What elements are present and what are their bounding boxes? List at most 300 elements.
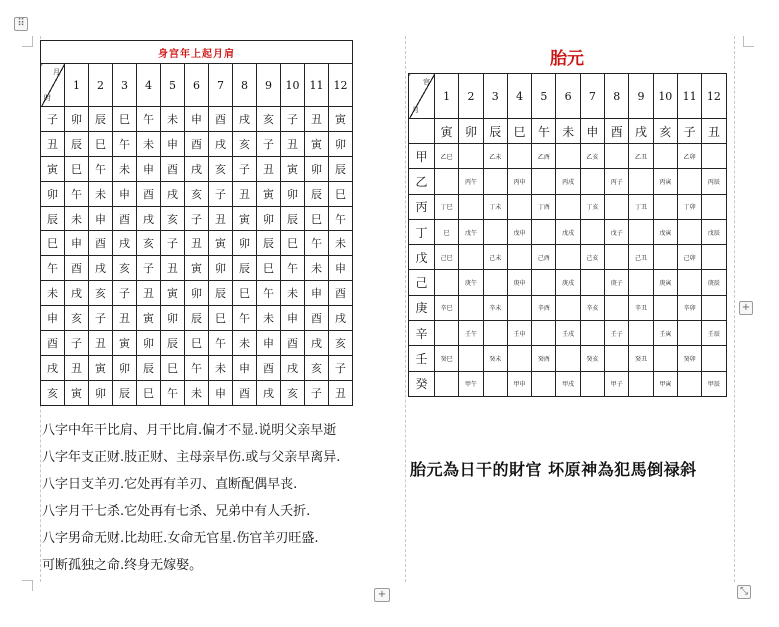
note-line: 八字年支正财.肢正财、主母亲早伤.或与父亲早离异. [42, 450, 341, 465]
table-cell: 申 [233, 355, 257, 380]
table-cell: 丑 [161, 256, 185, 281]
table-cell [483, 219, 507, 244]
table-cell [459, 295, 483, 320]
table-cell [532, 371, 556, 396]
table-cell: 寅 [329, 107, 353, 132]
table-cell: 卯 [329, 131, 353, 156]
table-cell [605, 144, 629, 169]
table-cell [629, 321, 653, 346]
table-cell: 戌 [65, 281, 89, 306]
table-cell: 酉 [161, 156, 185, 181]
table-cell: 辰 [281, 206, 305, 231]
table-cell: 卯 [137, 331, 161, 356]
table-cell: 酉 [209, 107, 233, 132]
hour-label: 寅 [41, 156, 65, 181]
table-row [409, 295, 727, 320]
table-cell: 午 [281, 256, 305, 281]
table-cell: 寅 [281, 156, 305, 181]
stem-label: 癸 [409, 371, 435, 396]
table-cell: 寅 [65, 380, 89, 405]
table-cell [677, 169, 701, 194]
table-cell: 甲辰 [702, 371, 726, 396]
hour-label: 亥 [41, 380, 65, 405]
table-row [41, 231, 353, 256]
table-cell: 未 [209, 355, 233, 380]
table-cell: 乙亥 [580, 144, 604, 169]
table-cell: 巳 [233, 281, 257, 306]
stem-label: 己 [409, 270, 435, 295]
branch-header: 午 [532, 119, 556, 144]
table-cell [677, 321, 701, 346]
table-cell [629, 371, 653, 396]
table-cell: 乙酉 [532, 144, 556, 169]
table-cell [507, 194, 531, 219]
table-row [409, 144, 727, 169]
table-cell: 寅 [137, 306, 161, 331]
table-cell: 辛酉 [532, 295, 556, 320]
corner-label-hour: 时 [44, 94, 51, 102]
table-row [41, 107, 353, 132]
table-cell: 丙子 [605, 169, 629, 194]
table-cell: 辛巳 [435, 295, 459, 320]
table-cell [653, 295, 677, 320]
table-row [409, 169, 727, 194]
table-cell: 壬午 [459, 321, 483, 346]
note-line: 八字日支羊刃.它处再有羊刃、直断配偶早丧. [42, 477, 298, 492]
table-cell: 庚申 [507, 270, 531, 295]
table-cell: 亥 [305, 355, 329, 380]
table-row [409, 371, 727, 396]
left-notes [42, 417, 402, 579]
month-header: 8 [605, 74, 629, 119]
table-cell: 辰 [209, 281, 233, 306]
corner-label-top: 官 [423, 78, 430, 86]
table-row [409, 219, 727, 244]
table-cell: 己亥 [580, 245, 604, 270]
table-cell: 辰 [257, 231, 281, 256]
table-cell [483, 270, 507, 295]
table-cell: 酉 [65, 256, 89, 281]
table-cell: 丑 [89, 331, 113, 356]
table-cell: 酉 [329, 281, 353, 306]
right-table-title: 胎元 [550, 49, 584, 69]
table-cell [483, 169, 507, 194]
table-cell: 酉 [305, 306, 329, 331]
stem-label: 丙 [409, 194, 435, 219]
table-row [409, 194, 727, 219]
hour-label: 丑 [41, 131, 65, 156]
month-header: 5 [161, 64, 185, 107]
month-header: 2 [459, 74, 483, 119]
table-cell: 酉 [89, 231, 113, 256]
table-cell: 申 [161, 131, 185, 156]
corner-label-bottom: 月 [412, 106, 419, 114]
branch-header: 酉 [605, 119, 629, 144]
table-cell: 癸巳 [435, 346, 459, 371]
table-cell: 午 [185, 355, 209, 380]
table-row [41, 206, 353, 231]
table-cell: 寅 [161, 281, 185, 306]
table-cell: 戌 [113, 231, 137, 256]
table-row [41, 281, 353, 306]
month-header: 8 [233, 64, 257, 107]
table-cell: 癸丑 [629, 346, 653, 371]
branch-header [409, 119, 435, 144]
table-cell: 甲申 [507, 371, 531, 396]
table-cell: 甲子 [605, 371, 629, 396]
table-row [41, 156, 353, 181]
table-cell: 丁丑 [629, 194, 653, 219]
hour-label: 午 [41, 256, 65, 281]
table-cell: 酉 [281, 331, 305, 356]
table-cell: 酉 [113, 206, 137, 231]
hour-label: 子 [41, 107, 65, 132]
table-cell: 己未 [483, 245, 507, 270]
add-column-button[interactable]: + [739, 301, 753, 315]
corner-cell [409, 74, 435, 119]
table-cell: 子 [233, 156, 257, 181]
note-line: 可断孤独之命.终身无嫁娶。 [42, 558, 203, 573]
table-cell: 壬寅 [653, 321, 677, 346]
table-cell [677, 219, 701, 244]
table-cell: 庚辰 [702, 270, 726, 295]
table-cell: 子 [209, 181, 233, 206]
table-cell: 申 [209, 380, 233, 405]
left-table-title: 身宫年上起月肩 [41, 41, 353, 64]
month-header: 1 [65, 64, 89, 107]
table-cell: 卯 [89, 380, 113, 405]
table-cell: 子 [65, 331, 89, 356]
table-cell: 戌 [209, 131, 233, 156]
table-cell: 辛未 [483, 295, 507, 320]
table-cell: 丑 [329, 380, 353, 405]
table-cell: 丙申 [507, 169, 531, 194]
stem-label: 甲 [409, 144, 435, 169]
table-cell: 子 [329, 355, 353, 380]
month-header: 3 [113, 64, 137, 107]
table-cell: 寅 [113, 331, 137, 356]
table-cell: 卯 [305, 156, 329, 181]
table-cell: 申 [281, 306, 305, 331]
branch-header: 未 [556, 119, 580, 144]
table-cell: 亥 [233, 131, 257, 156]
table-cell: 子 [137, 256, 161, 281]
table-cell: 亥 [329, 331, 353, 356]
table-cell: 己巳 [435, 245, 459, 270]
table-cell [702, 144, 726, 169]
table-cell: 乙未 [483, 144, 507, 169]
table-cell: 己酉 [532, 245, 556, 270]
note-line: 八字月干七杀.它处再有七杀、兄弟中有人夭折. [42, 504, 311, 519]
table-cell: 申 [257, 331, 281, 356]
table-cell: 子 [281, 107, 305, 132]
table-cell: 未 [113, 156, 137, 181]
branch-header: 辰 [483, 119, 507, 144]
table-cell: 戌 [185, 156, 209, 181]
table-cell [629, 219, 653, 244]
branch-header: 巳 [507, 119, 531, 144]
table-cell: 申 [89, 206, 113, 231]
table-cell: 丙戌 [556, 169, 580, 194]
table-move-handle[interactable]: ⠿ [14, 17, 28, 31]
table-cell: 巳 [161, 355, 185, 380]
table-cell [556, 194, 580, 219]
stem-label: 戊 [409, 245, 435, 270]
table-cell: 辰 [65, 131, 89, 156]
month-header: 11 [677, 74, 701, 119]
table-cell [532, 270, 556, 295]
taiyuan-statement: 胎元為日干的財官 坏原神為犯馬倒禄斜 [410, 460, 697, 479]
table-cell: 巳 [185, 331, 209, 356]
table-cell [483, 321, 507, 346]
table-cell [629, 169, 653, 194]
table-cell: 卯 [281, 181, 305, 206]
table-cell: 庚午 [459, 270, 483, 295]
table-cell: 丑 [305, 107, 329, 132]
table-cell: 丑 [113, 306, 137, 331]
table-row [409, 270, 727, 295]
table-row [41, 131, 353, 156]
table-cell: 癸酉 [532, 346, 556, 371]
table-cell: 子 [161, 231, 185, 256]
hour-label: 戌 [41, 355, 65, 380]
table-cell [605, 194, 629, 219]
table-row [41, 380, 353, 405]
table-cell: 卯 [257, 206, 281, 231]
table-cell: 庚寅 [653, 270, 677, 295]
table-cell: 未 [185, 380, 209, 405]
corner-label-month: 月 [53, 68, 60, 76]
table-cell: 卯 [113, 355, 137, 380]
table-cell: 亥 [65, 306, 89, 331]
table-cell: 丁酉 [532, 194, 556, 219]
table-cell [556, 144, 580, 169]
table-cell: 亥 [209, 156, 233, 181]
stem-label: 辛 [409, 321, 435, 346]
table-cell: 戌 [233, 107, 257, 132]
table-cell: 辰 [185, 306, 209, 331]
table-cell: 戊申 [507, 219, 531, 244]
table-row [409, 346, 727, 371]
table-cell: 未 [89, 181, 113, 206]
table-cell: 巳 [65, 156, 89, 181]
table-cell: 辰 [233, 256, 257, 281]
table-cell: 庚子 [605, 270, 629, 295]
table-cell: 乙巳 [435, 144, 459, 169]
table-cell: 寅 [89, 355, 113, 380]
table-cell [677, 270, 701, 295]
table-cell: 卯 [209, 256, 233, 281]
table-cell [507, 346, 531, 371]
table-cell: 申 [113, 181, 137, 206]
table-cell: 午 [329, 206, 353, 231]
table-cell [580, 270, 604, 295]
hour-label: 卯 [41, 181, 65, 206]
table-cell: 巳 [305, 206, 329, 231]
table-cell: 乙丑 [629, 144, 653, 169]
table-cell: 己卯 [677, 245, 701, 270]
table-cell [605, 295, 629, 320]
table-cell: 寅 [233, 206, 257, 231]
hour-label: 辰 [41, 206, 65, 231]
branch-header: 子 [677, 119, 701, 144]
table-cell [435, 321, 459, 346]
table-cell: 戌 [305, 331, 329, 356]
table-cell: 未 [65, 206, 89, 231]
table-cell: 巳 [137, 380, 161, 405]
table-cell: 子 [113, 281, 137, 306]
table-cell: 子 [305, 380, 329, 405]
table-cell: 戌 [281, 355, 305, 380]
crop-mark [22, 580, 33, 591]
table-cell: 卯 [185, 281, 209, 306]
branch-header: 戌 [629, 119, 653, 144]
table-cell: 丑 [65, 355, 89, 380]
table-cell [580, 371, 604, 396]
table-cell: 未 [137, 131, 161, 156]
table-cell: 甲午 [459, 371, 483, 396]
table-cell [556, 346, 580, 371]
table-cell: 辰 [137, 355, 161, 380]
table-cell: 午 [89, 156, 113, 181]
table-cell: 癸未 [483, 346, 507, 371]
table-cell [435, 270, 459, 295]
table-cell: 亥 [89, 281, 113, 306]
table-row [41, 331, 353, 356]
table-cell [702, 346, 726, 371]
table-cell: 巳 [89, 131, 113, 156]
table-cell: 辰 [329, 156, 353, 181]
table-cell: 申 [137, 156, 161, 181]
table-cell [532, 321, 556, 346]
table-cell: 亥 [113, 256, 137, 281]
table-cell: 戌 [161, 181, 185, 206]
table-cell: 乙卯 [677, 144, 701, 169]
table-cell: 丙辰 [702, 169, 726, 194]
table-row [409, 321, 727, 346]
table-cell: 壬辰 [702, 321, 726, 346]
branch-header: 丑 [702, 119, 726, 144]
hour-label: 未 [41, 281, 65, 306]
table-cell: 子 [185, 206, 209, 231]
table-cell: 亥 [161, 206, 185, 231]
month-header: 7 [209, 64, 233, 107]
table-cell: 戊寅 [653, 219, 677, 244]
table-cell: 未 [329, 231, 353, 256]
taiyuan-table [408, 73, 727, 397]
stem-label: 丁 [409, 219, 435, 244]
table-cell: 丁亥 [580, 194, 604, 219]
table-cell: 戊戌 [556, 219, 580, 244]
table-cell: 子 [257, 131, 281, 156]
table-cell: 丑 [137, 281, 161, 306]
table-cell: 壬申 [507, 321, 531, 346]
table-cell [507, 144, 531, 169]
table-cell: 辛丑 [629, 295, 653, 320]
table-cell [556, 245, 580, 270]
table-cell: 辰 [89, 107, 113, 132]
month-header: 4 [507, 74, 531, 119]
table-cell: 癸卯 [677, 346, 701, 371]
table-cell: 午 [113, 131, 137, 156]
month-header: 3 [483, 74, 507, 119]
month-header: 2 [89, 64, 113, 107]
note-line: 八字男命无财.比劫旺.女命无官星.伤官羊刃旺盛. [42, 531, 319, 546]
branch-header: 申 [580, 119, 604, 144]
table-cell [459, 346, 483, 371]
table-cell: 戌 [137, 206, 161, 231]
stem-label: 乙 [409, 169, 435, 194]
table-cell [580, 219, 604, 244]
add-row-button[interactable]: + [374, 588, 390, 602]
table-cell: 卯 [65, 107, 89, 132]
table-cell: 己丑 [629, 245, 653, 270]
table-cell: 丑 [233, 181, 257, 206]
note-line: 八字中年干比肩、月干比肩.偏才不显.说明父亲早逝 [42, 423, 337, 438]
table-cell: 午 [161, 380, 185, 405]
table-cell [702, 295, 726, 320]
month-header: 10 [653, 74, 677, 119]
corner-cell [41, 64, 65, 107]
table-cell: 辰 [113, 380, 137, 405]
month-header: 6 [185, 64, 209, 107]
month-header: 7 [580, 74, 604, 119]
table-cell [653, 194, 677, 219]
table-cell: 巳 [257, 256, 281, 281]
month-header: 9 [629, 74, 653, 119]
table-cell: 酉 [137, 181, 161, 206]
table-cell [653, 245, 677, 270]
resize-handle[interactable]: ⤡ [737, 585, 751, 599]
table-cell: 未 [257, 306, 281, 331]
table-cell [459, 245, 483, 270]
table-cell: 癸亥 [580, 346, 604, 371]
table-cell: 辛亥 [580, 295, 604, 320]
table-cell: 寅 [305, 131, 329, 156]
table-cell [459, 194, 483, 219]
branch-header: 寅 [435, 119, 459, 144]
table-cell: 丁巳 [435, 194, 459, 219]
table-cell: 丙午 [459, 169, 483, 194]
table-cell: 未 [233, 331, 257, 356]
stem-label: 庚 [409, 295, 435, 320]
table-row [41, 306, 353, 331]
table-cell: 午 [209, 331, 233, 356]
table-cell: 酉 [233, 380, 257, 405]
table-cell [629, 270, 653, 295]
table-cell: 寅 [257, 181, 281, 206]
table-cell: 辰 [161, 331, 185, 356]
table-cell: 戊子 [605, 219, 629, 244]
table-cell: 戊午 [459, 219, 483, 244]
table-cell: 未 [161, 107, 185, 132]
table-cell [435, 371, 459, 396]
table-cell: 丑 [257, 156, 281, 181]
month-header: 11 [305, 64, 329, 107]
table-cell [677, 371, 701, 396]
table-cell [507, 245, 531, 270]
table-cell: 戌 [257, 380, 281, 405]
table-cell [532, 169, 556, 194]
table-row [41, 181, 353, 206]
table-cell: 庚戌 [556, 270, 580, 295]
table-cell: 亥 [281, 380, 305, 405]
table-cell: 酉 [185, 131, 209, 156]
table-cell [702, 245, 726, 270]
table-cell [702, 194, 726, 219]
table-cell [605, 346, 629, 371]
page-divider [405, 36, 406, 582]
